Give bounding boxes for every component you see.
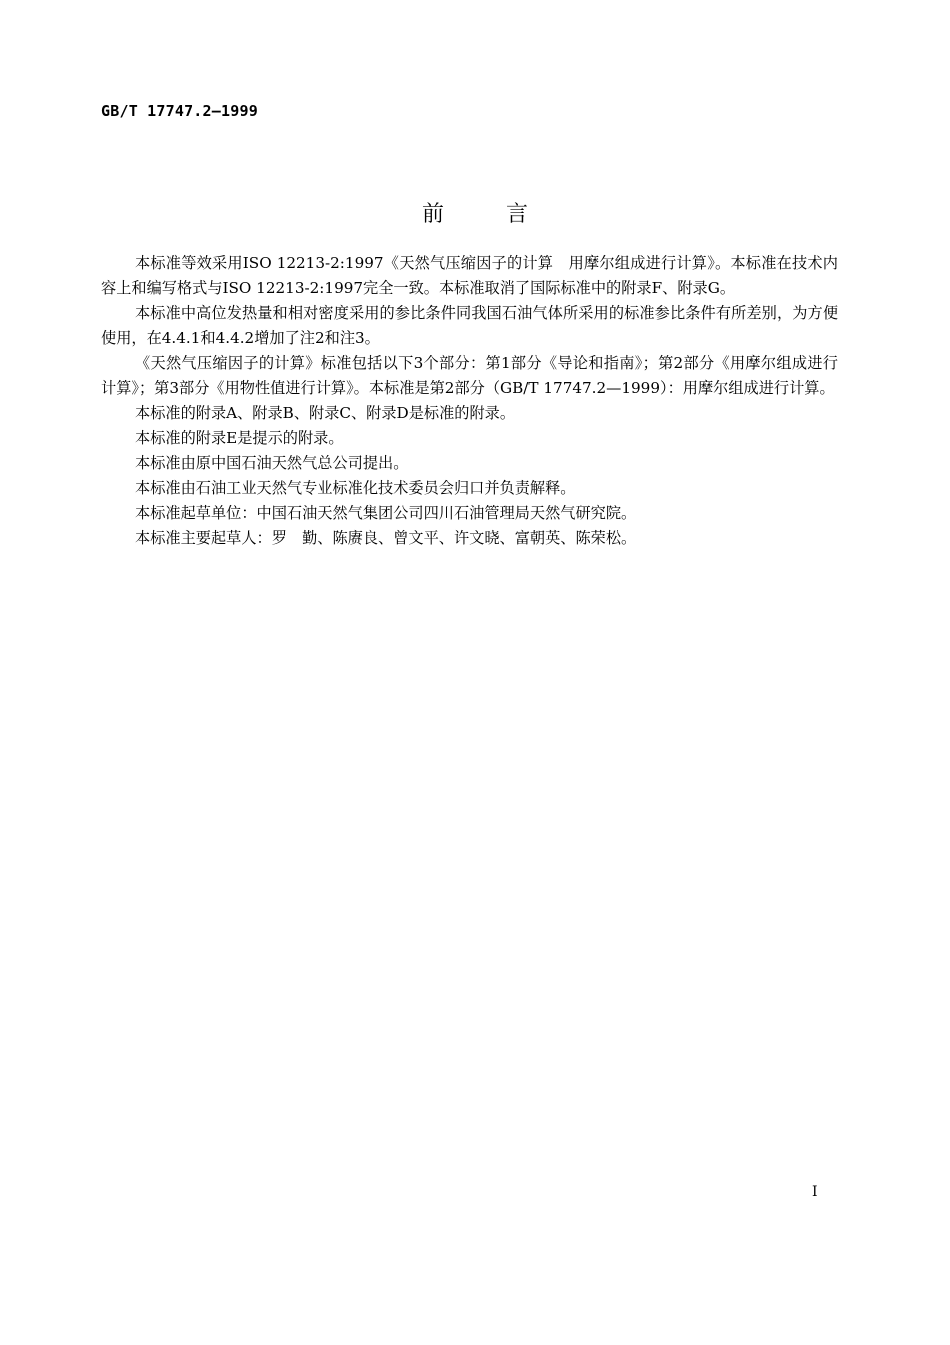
paragraph-adoption: 本标准等效采用ISO 12213-2:1997《天然气压缩因子的计算 用摩尔组成进行计算》。本标准在技术内容上和编写格式与ISO 12213-2:1997完全一致。本标准取消了国际标准中的附录F、附录G。 <box>101 254 838 297</box>
page-title: 前言 <box>421 202 590 227</box>
paragraph-informative-annex: 本标准的附录E是提示的附录。 <box>135 429 344 447</box>
paragraph-drafters: 本标准主要起草人：罗 勤、陈赓良、曾文平、许文晓、富朝英、陈荣松。 <box>135 529 637 547</box>
paragraph-proposer: 本标准由原中国石油天然气总公司提出。 <box>135 454 409 472</box>
page-number: I <box>812 1184 818 1200</box>
standard-code: GB/T 17747.2—1999 <box>101 102 258 120</box>
paragraph-reference-conditions: 本标准中高位发热量和相对密度采用的参比条件同我国石油气体所采用的标准参比条件有所差别，为方便使用，在4.4.1和4.4.2增加了注2和注3。 <box>101 304 838 347</box>
paragraph-parts: 《天然气压缩因子的计算》标准包括以下3个部分：第1部分《导论和指南》；第2部分《用摩尔组成进行计算》；第3部分《用物性值进行计算》。本标准是第2部分（GB/T 17747.2—1999）：用摩尔组成进行计算。 <box>101 354 838 397</box>
paragraph-normative-annexes: 本标准的附录A、附录B、附录C、附录D是标准的附录。 <box>135 404 516 422</box>
paragraph-committee: 本标准由石油工业天然气专业标准化技术委员会归口并负责解释。 <box>135 479 576 497</box>
document-body <box>101 251 838 551</box>
paragraph-drafting-unit: 本标准起草单位：中国石油天然气集团公司四川石油管理局天然气研究院。 <box>135 504 637 522</box>
